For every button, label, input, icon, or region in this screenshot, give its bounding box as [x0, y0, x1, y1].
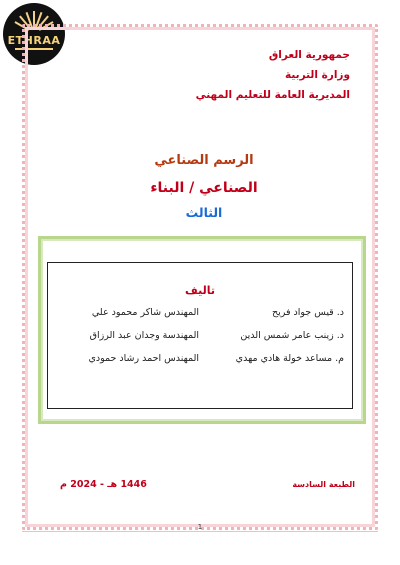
- authors-heading: تاليف: [185, 284, 215, 297]
- country-name: جمهورية العراق: [268, 49, 350, 61]
- directorate-name: المديرية العامة للتعليم المهني: [195, 89, 350, 101]
- author-name: المهندسة وجدان عبد الرزاق: [89, 330, 199, 341]
- book-title: الرسم الصناعي: [154, 153, 254, 168]
- book-title-block: [0, 152, 400, 220]
- author-name: د. زينب عامر شمس الدين: [240, 330, 344, 341]
- author-row: [48, 330, 352, 346]
- author-name: المهندس احمد رشاد حمودي: [88, 353, 199, 364]
- book-branch: الصناعي / البناء: [150, 180, 258, 196]
- author-row: [48, 353, 352, 369]
- logo-text: ETHRAA: [7, 34, 61, 47]
- ministry-name: وزارة التربية: [284, 69, 350, 81]
- edition-label: الطبعة السادسة: [292, 480, 355, 489]
- footer-divider: [22, 531, 378, 532]
- book-grade-level: الثالث: [185, 205, 223, 220]
- author-name: م. مساعد خولة هادي مهدي: [235, 353, 344, 364]
- author-row: [48, 307, 352, 323]
- author-name: المهندس شاكر محمود علي: [91, 307, 199, 318]
- publication-year: 1446 هـ - 2024 م: [60, 479, 147, 490]
- page-number: 1: [197, 523, 203, 531]
- author-name: د. قيس جواد فريح: [271, 307, 344, 318]
- authors-box: [47, 262, 353, 409]
- issuing-authority-header: [196, 45, 350, 105]
